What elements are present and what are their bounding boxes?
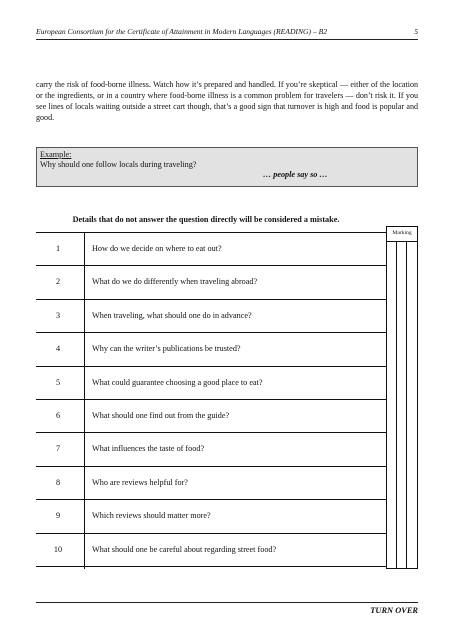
question-rows: [36, 232, 386, 567]
instruction-note: Details that do not answer the question directly will be considered a mistake.: [72, 215, 340, 224]
question-row: [36, 500, 386, 533]
question-number: 4: [55, 344, 61, 354]
question-text: Why can the writer’s publications be trusted?: [92, 344, 241, 354]
question-row: [36, 300, 386, 333]
question-text: How do we decide on where to eat out?: [92, 244, 222, 253]
question-number: 9: [55, 511, 61, 521]
question-number: 5: [55, 377, 61, 387]
question-number: 10: [53, 544, 63, 554]
turn-over-label: TURN OVER: [370, 606, 418, 615]
question-number: 1: [55, 244, 61, 253]
question-row: [36, 433, 386, 466]
question-number: 6: [55, 410, 61, 420]
example-answer: … people say so …: [263, 170, 328, 179]
header-title: European Consortium for the Certificate of Attainment in Modern Languages (READING) – B2: [36, 27, 328, 36]
marking-divider: [396, 241, 397, 568]
question-row: [36, 467, 386, 500]
marking-divider: [406, 241, 407, 568]
question-number: 3: [55, 310, 61, 320]
question-row: [36, 367, 386, 400]
question-row: [36, 333, 386, 366]
page-header: [36, 27, 418, 40]
question-text: When traveling, what should one do in advance?: [92, 310, 252, 320]
footer-rule: [36, 602, 418, 603]
question-row: [36, 266, 386, 299]
question-text: Who are reviews helpful for?: [92, 477, 188, 487]
example-box: [36, 147, 418, 187]
question-text: What should one be careful about regarding street food?: [92, 544, 277, 554]
question-number: 8: [55, 477, 61, 487]
example-question: Why should one follow locals during traveling?: [40, 160, 197, 169]
page-number: 5: [414, 27, 418, 36]
question-text: What do we do differently when traveling abroad?: [92, 277, 258, 287]
example-label: Example:: [40, 150, 72, 159]
question-number: 7: [55, 444, 61, 454]
question-text: What influences the taste of food?: [92, 444, 205, 454]
question-text: What could guarantee choosing a good place to eat?: [92, 377, 263, 387]
question-row: [36, 400, 386, 433]
question-text: What should one find out from the guide?: [92, 410, 230, 420]
reading-passage: carry the risk of food-borne illness. Watch how it’s prepared and handled. If you’re skeptical — either of the location or the ingredients, or in a country where food-borne illness is a common problem for travelers — don’t risk it. If you see lines of locals waiting outside a street cart though, that’s a good sign that turnover is high and food is popular and good.: [36, 80, 418, 122]
marking-column: [386, 226, 418, 569]
question-row: [36, 534, 386, 567]
question-number: 2: [55, 277, 61, 287]
questions-table: [36, 226, 418, 569]
marking-label: Marking: [387, 227, 417, 242]
question-row: [36, 233, 386, 266]
question-text: Which reviews should matter more?: [92, 511, 211, 521]
